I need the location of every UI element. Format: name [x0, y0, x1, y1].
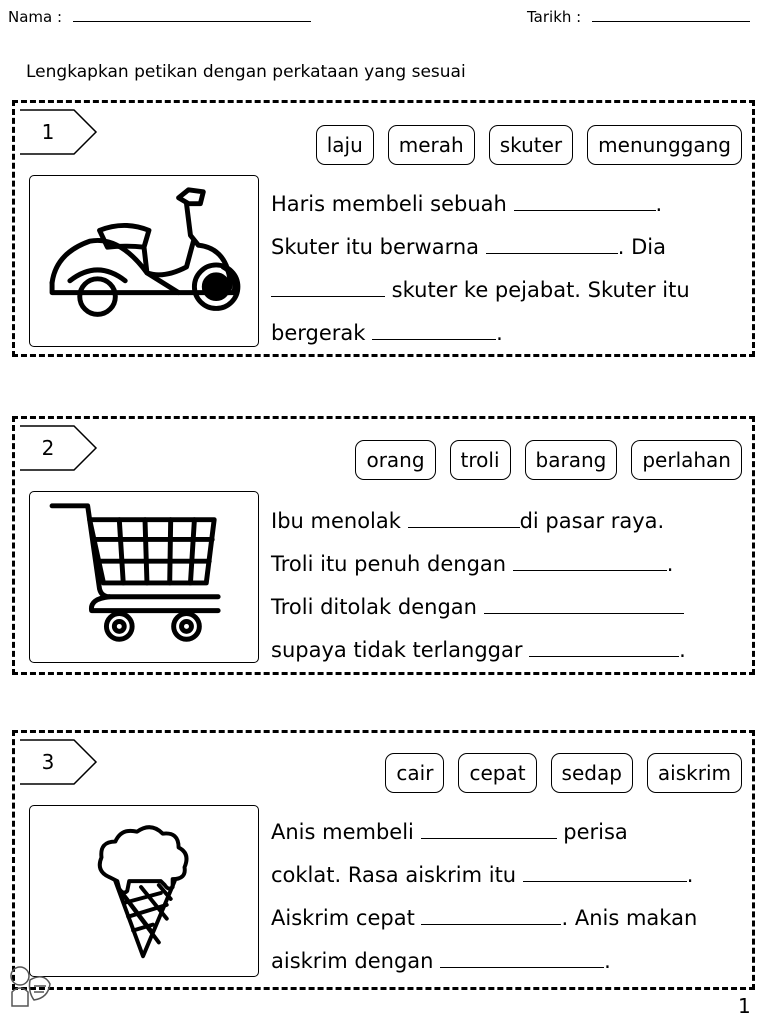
ice-cream-icon	[30, 806, 258, 976]
story-segment: Ibu menolak	[271, 509, 408, 533]
number-tag-2	[19, 425, 99, 471]
logo-watermark	[4, 962, 54, 1012]
story-line	[271, 940, 697, 983]
story-segment: .	[666, 552, 674, 576]
answer-blank[interactable]	[523, 862, 687, 882]
word-chip: aiskrim	[647, 753, 742, 793]
picture-box-1	[29, 175, 259, 347]
story-line	[271, 811, 697, 854]
story-segment: . Dia	[617, 235, 666, 259]
word-chip: cair	[385, 753, 444, 793]
story-segment: .	[496, 321, 503, 345]
number-tag-3	[19, 739, 99, 785]
name-label: Nama :	[8, 8, 63, 26]
word-chip: cepat	[458, 753, 536, 793]
word-bank-2	[355, 440, 742, 480]
word-chip: skuter	[489, 125, 573, 165]
date-label: Tarikh :	[527, 8, 582, 26]
exercise-panel-2	[12, 416, 755, 675]
picture-box-2	[29, 491, 259, 663]
logo-icon	[4, 962, 54, 1012]
story-text-3	[271, 811, 697, 983]
answer-blank[interactable]	[421, 905, 561, 925]
name-blank[interactable]	[73, 8, 311, 22]
name-field[interactable]	[8, 8, 311, 26]
story-segment: .	[686, 863, 694, 887]
story-segment: coklat. Rasa aiskrim itu	[271, 863, 523, 887]
date-blank[interactable]	[592, 8, 750, 22]
story-segment: di pasar raya.	[519, 509, 665, 533]
answer-blank[interactable]	[484, 594, 684, 614]
story-segment: supaya tidak terlanggar	[271, 638, 530, 662]
word-bank-1	[316, 125, 742, 165]
story-line	[271, 854, 697, 897]
story-line	[271, 312, 690, 355]
answer-blank[interactable]	[513, 551, 667, 571]
story-line	[271, 269, 690, 312]
story-segment: aiskrim dengan	[271, 949, 441, 973]
story-segment: Troli ditolak dengan	[271, 595, 484, 619]
word-chip: merah	[388, 125, 475, 165]
word-chip: orang	[355, 440, 435, 480]
word-chip: troli	[450, 440, 511, 480]
picture-box-3	[29, 805, 259, 977]
scooter-icon	[30, 176, 258, 346]
answer-blank[interactable]	[514, 191, 656, 211]
story-line	[271, 543, 686, 586]
story-segment: .	[679, 638, 686, 662]
story-segment: Aiskrim cepat	[271, 906, 422, 930]
story-segment: Anis membeli	[271, 820, 421, 844]
answer-blank[interactable]	[271, 277, 385, 297]
page-number: 1	[738, 994, 751, 1018]
answer-blank[interactable]	[529, 637, 679, 657]
exercise-panel-1	[12, 100, 755, 357]
story-text-1	[271, 183, 690, 355]
word-chip: barang	[525, 440, 618, 480]
exercise-panel-3	[12, 730, 755, 990]
answer-blank[interactable]	[372, 320, 496, 340]
story-line	[271, 586, 686, 629]
story-segment: Skuter itu berwarna	[271, 235, 486, 259]
story-segment: bergerak	[271, 321, 373, 345]
story-segment: Troli itu penuh dengan	[271, 552, 513, 576]
answer-blank[interactable]	[408, 508, 520, 528]
answer-blank[interactable]	[486, 234, 618, 254]
word-chip: sedap	[551, 753, 633, 793]
instruction-text: Lengkapkan petikan dengan perkataan yang sesuai	[26, 62, 466, 82]
word-chip: laju	[316, 125, 374, 165]
word-bank-3	[385, 753, 742, 793]
story-line	[271, 226, 690, 269]
exercise-number: 3	[41, 750, 55, 774]
story-line	[271, 500, 686, 543]
story-segment: .	[655, 192, 663, 216]
story-segment: .	[604, 949, 611, 973]
date-field[interactable]	[527, 8, 750, 26]
story-segment: Haris membeli sebuah	[271, 192, 514, 216]
story-line	[271, 183, 690, 226]
story-line	[271, 897, 697, 940]
word-chip: menunggang	[587, 125, 742, 165]
exercise-number: 2	[41, 436, 55, 460]
word-chip: perlahan	[631, 440, 742, 480]
number-tag-1	[19, 109, 99, 155]
story-segment: skuter ke pejabat. Skuter itu	[385, 278, 690, 302]
story-segment: perisa	[556, 820, 628, 844]
answer-blank[interactable]	[421, 819, 557, 839]
answer-blank[interactable]	[440, 948, 604, 968]
shopping-cart-icon	[30, 492, 258, 662]
story-segment: . Anis makan	[561, 906, 698, 930]
story-line	[271, 629, 686, 672]
exercise-number: 1	[41, 120, 55, 144]
story-text-2	[271, 500, 686, 672]
